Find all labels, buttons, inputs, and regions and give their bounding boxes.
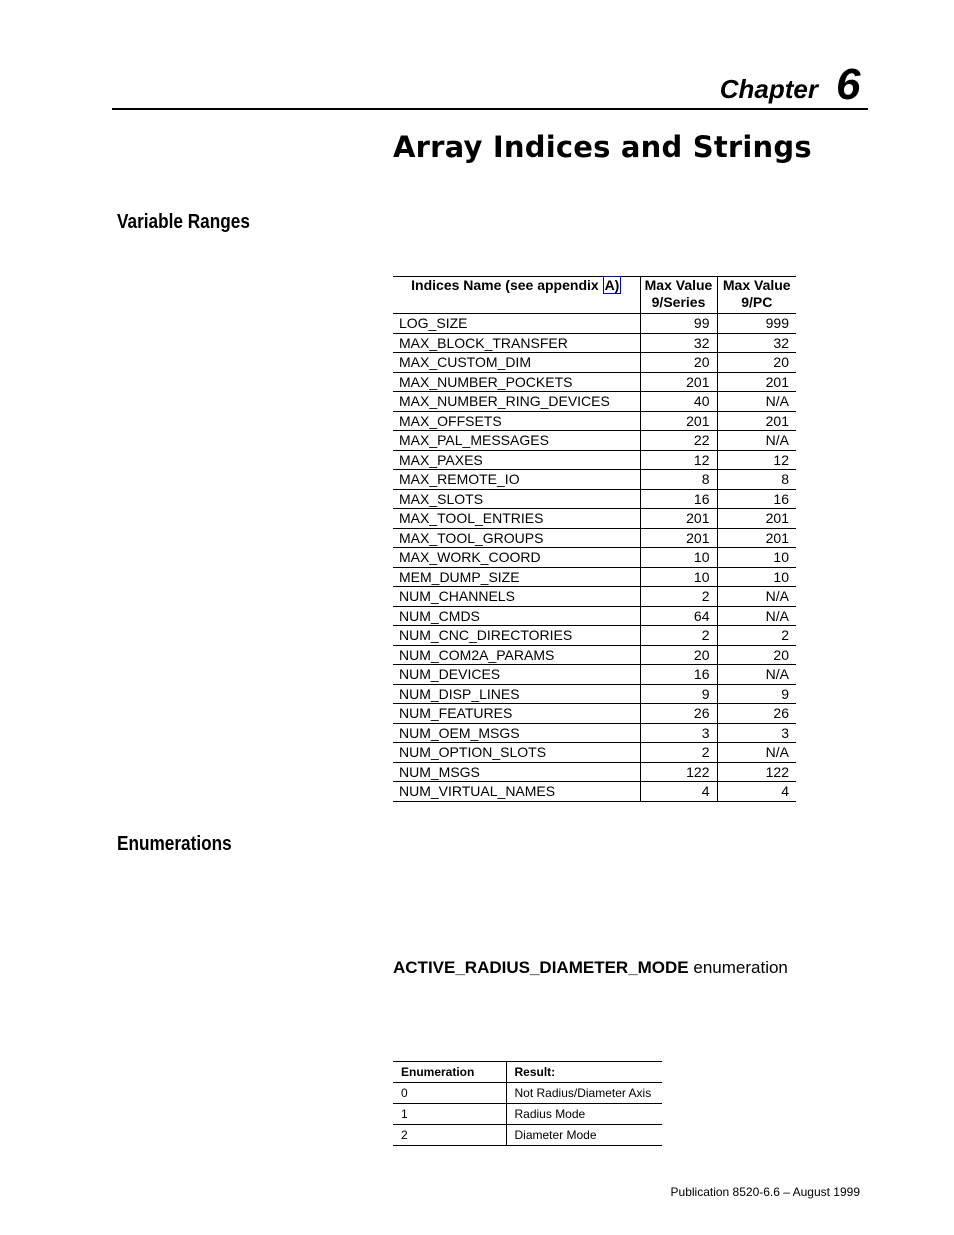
chapter-label: Chapter (719, 74, 818, 104)
index-name-cell: NUM_OEM_MSGS (393, 723, 640, 743)
index-name-cell: NUM_MSGS (393, 762, 640, 782)
enum-caption (393, 958, 788, 978)
enum-table-body (393, 1083, 662, 1146)
enum-table (393, 1061, 662, 1146)
index-name-cell: MAX_BLOCK_TRANSFER (393, 333, 640, 353)
max-pc-cell: 10 (717, 567, 796, 587)
max-series-cell: 10 (640, 567, 717, 587)
max-pc-cell: 16 (717, 489, 796, 509)
table-row (393, 704, 796, 724)
table-row (393, 333, 796, 353)
table-row (393, 1125, 662, 1146)
index-name-cell: NUM_OPTION_SLOTS (393, 743, 640, 763)
index-name-cell: MAX_CUSTOM_DIM (393, 353, 640, 373)
indices-table-body (393, 314, 796, 802)
chapter-number: 6 (836, 60, 861, 109)
index-name-cell: MAX_REMOTE_IO (393, 470, 640, 490)
max-pc-cell: N/A (717, 743, 796, 763)
max-pc-cell: N/A (717, 431, 796, 451)
max-series-cell: 16 (640, 489, 717, 509)
table-row (393, 782, 796, 802)
indices-header-row (393, 277, 796, 314)
max-series-cell: 122 (640, 762, 717, 782)
index-name-cell: MAX_PAXES (393, 450, 640, 470)
max-series-cell: 16 (640, 665, 717, 685)
variable-ranges-heading: Variable Ranges (117, 211, 250, 233)
publication-footer: Publication 8520-6.6 – August 1999 (670, 1185, 860, 1199)
index-name-cell: MAX_SLOTS (393, 489, 640, 509)
table-row (393, 665, 796, 685)
max-pc-cell: 201 (717, 411, 796, 431)
max-pc-cell: 26 (717, 704, 796, 724)
max-pc-cell: N/A (717, 606, 796, 626)
max-pc-cell: 32 (717, 333, 796, 353)
max-series-cell: 32 (640, 333, 717, 353)
table-row (393, 587, 796, 607)
enum-value-cell: 1 (393, 1104, 506, 1125)
max-series-cell: 4 (640, 782, 717, 802)
max-pc-header: Max Value 9/PC (717, 277, 796, 314)
enum-name: ACTIVE_RADIUS_DIAMETER_MODE (393, 958, 689, 977)
max-series-cell: 20 (640, 645, 717, 665)
table-row (393, 470, 796, 490)
enumerations-heading: Enumerations (117, 833, 232, 855)
table-row (393, 431, 796, 451)
max-pc-cell: 201 (717, 509, 796, 529)
table-row (393, 1083, 662, 1104)
table-row (393, 489, 796, 509)
index-name-cell: MAX_WORK_COORD (393, 548, 640, 568)
table-row (393, 392, 796, 412)
table-row (393, 645, 796, 665)
max-pc-cell: N/A (717, 665, 796, 685)
table-row (393, 548, 796, 568)
enum-header-row (393, 1062, 662, 1083)
max-pc-cell: 12 (717, 450, 796, 470)
enum-result-cell: Radius Mode (506, 1104, 662, 1125)
enum-result-cell: Diameter Mode (506, 1125, 662, 1146)
max-series-cell: 201 (640, 372, 717, 392)
table-row (393, 762, 796, 782)
max-series-cell: 2 (640, 743, 717, 763)
index-name-cell: MAX_NUMBER_POCKETS (393, 372, 640, 392)
max-pc-cell: N/A (717, 587, 796, 607)
indices-name-header: Indices Name (see appendix A) (393, 277, 640, 314)
max-pc-cell: N/A (717, 392, 796, 412)
table-row (393, 743, 796, 763)
index-name-cell: NUM_CHANNELS (393, 587, 640, 607)
max-series-cell: 64 (640, 606, 717, 626)
table-row (393, 528, 796, 548)
index-name-cell: MAX_TOOL_ENTRIES (393, 509, 640, 529)
max-pc-cell: 999 (717, 314, 796, 334)
max-series-cell: 40 (640, 392, 717, 412)
max-series-cell: 201 (640, 411, 717, 431)
index-name-cell: MEM_DUMP_SIZE (393, 567, 640, 587)
table-row (393, 723, 796, 743)
max-series-header: Max Value 9/Series (640, 277, 717, 314)
index-name-cell: NUM_CMDS (393, 606, 640, 626)
table-row (393, 450, 796, 470)
max-series-cell: 8 (640, 470, 717, 490)
max-pc-cell: 2 (717, 626, 796, 646)
appendix-a-link[interactable]: A) (604, 277, 620, 293)
max-series-cell: 26 (640, 704, 717, 724)
enum-caption-suffix: enumeration (688, 958, 788, 977)
max-series-cell: 201 (640, 528, 717, 548)
table-row (393, 372, 796, 392)
index-name-cell: NUM_DEVICES (393, 665, 640, 685)
table-row (393, 411, 796, 431)
max-pc-cell: 201 (717, 528, 796, 548)
max-pc-cell: 20 (717, 645, 796, 665)
max-pc-cell: 201 (717, 372, 796, 392)
max-pc-cell: 3 (717, 723, 796, 743)
max-series-cell: 3 (640, 723, 717, 743)
index-name-cell: NUM_CNC_DIRECTORIES (393, 626, 640, 646)
table-row (393, 1104, 662, 1125)
table-row (393, 509, 796, 529)
max-series-cell: 99 (640, 314, 717, 334)
result-header: Result: (506, 1062, 662, 1083)
page-title: Array Indices and Strings (393, 130, 812, 164)
max-series-cell: 10 (640, 548, 717, 568)
max-pc-cell: 8 (717, 470, 796, 490)
chapter-rule (112, 108, 868, 110)
index-name-cell: MAX_NUMBER_RING_DEVICES (393, 392, 640, 412)
index-name-cell: MAX_OFFSETS (393, 411, 640, 431)
max-series-cell: 2 (640, 626, 717, 646)
max-series-cell: 22 (640, 431, 717, 451)
index-name-cell: MAX_PAL_MESSAGES (393, 431, 640, 451)
index-name-cell: NUM_COM2A_PARAMS (393, 645, 640, 665)
max-series-cell: 12 (640, 450, 717, 470)
max-pc-cell: 4 (717, 782, 796, 802)
index-name-cell: NUM_DISP_LINES (393, 684, 640, 704)
indices-table (393, 276, 796, 802)
max-pc-cell: 9 (717, 684, 796, 704)
table-row (393, 606, 796, 626)
max-series-cell: 2 (640, 587, 717, 607)
max-pc-cell: 10 (717, 548, 796, 568)
index-name-cell: MAX_TOOL_GROUPS (393, 528, 640, 548)
enum-value-cell: 2 (393, 1125, 506, 1146)
enum-result-cell: Not Radius/Diameter Axis (506, 1083, 662, 1104)
enumeration-header: Enumeration (393, 1062, 506, 1083)
table-row (393, 684, 796, 704)
max-pc-cell: 122 (717, 762, 796, 782)
table-row (393, 353, 796, 373)
enum-value-cell: 0 (393, 1083, 506, 1104)
max-series-cell: 201 (640, 509, 717, 529)
index-name-cell: NUM_FEATURES (393, 704, 640, 724)
index-name-cell: LOG_SIZE (393, 314, 640, 334)
max-series-cell: 9 (640, 684, 717, 704)
table-row (393, 314, 796, 334)
max-series-cell: 20 (640, 353, 717, 373)
table-row (393, 567, 796, 587)
table-row (393, 626, 796, 646)
index-name-cell: NUM_VIRTUAL_NAMES (393, 782, 640, 802)
max-pc-cell: 20 (717, 353, 796, 373)
